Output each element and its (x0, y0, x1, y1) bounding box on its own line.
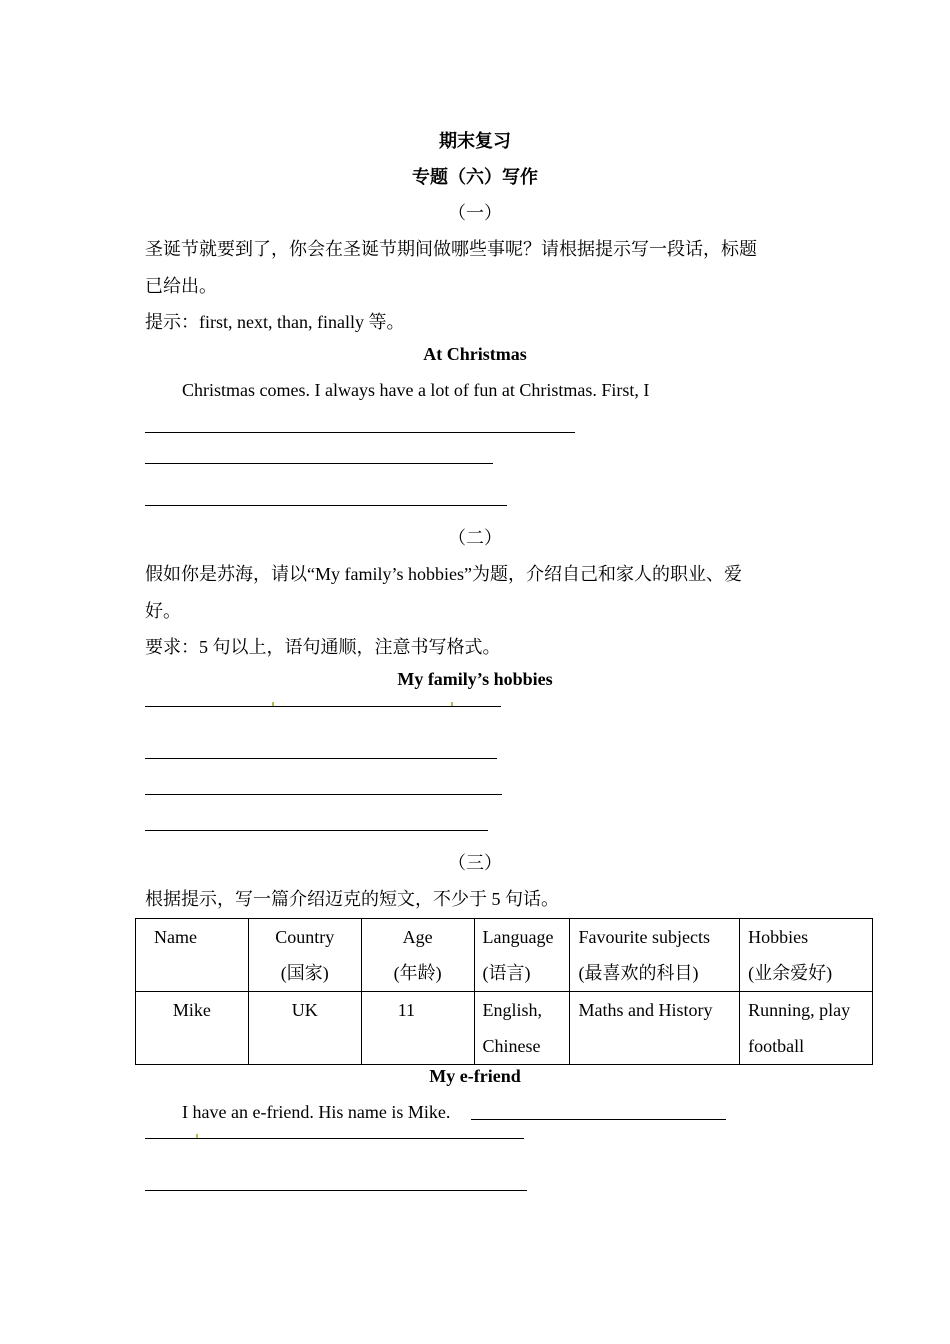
section-1-instruction-line2: 已给出。 (145, 276, 217, 296)
section-1-essay-start: Christmas comes. I always have a lot of fun at Christmas. First, I (182, 380, 650, 400)
section-2-number: （二） (448, 528, 502, 548)
section-3-essay-start: I have an e-friend. His name is Mike. (182, 1102, 451, 1122)
section-2-essay-title: My family’s hobbies (397, 669, 553, 689)
table-header-cell: Favourite subjects (最喜欢的科目) (570, 919, 740, 992)
table-header-cell: Hobbies (业余爱好) (740, 919, 873, 992)
writing-line[interactable] (145, 1138, 524, 1139)
section-1-number: （一） (448, 203, 502, 223)
writing-line[interactable] (145, 706, 501, 707)
table-cell: UK (248, 992, 361, 1065)
writing-line[interactable] (145, 505, 507, 506)
writing-line[interactable] (145, 794, 502, 795)
table-row (136, 992, 873, 1065)
table-cell: Running, play football (740, 992, 873, 1065)
table-cell: Maths and History (570, 992, 740, 1065)
writing-line[interactable] (471, 1119, 726, 1120)
table-header-cell: Age (年龄) (361, 919, 474, 992)
table-header-cell: Language (语言) (474, 919, 570, 992)
section-1-hint: 提示：first, next, than, finally 等。 (145, 312, 405, 332)
section-2-instruction-line2: 好。 (145, 601, 181, 621)
table-cell: 11 (361, 992, 474, 1065)
info-table (135, 918, 873, 1065)
section-2-requirement: 要求：5 句以上，语句通顺，注意书写格式。 (145, 637, 501, 657)
section-1-instruction-line1: 圣诞节就要到了，你会在圣诞节期间做哪些事呢？请根据提示写一段话，标题 (145, 239, 757, 259)
writing-line[interactable] (145, 463, 493, 464)
page-subtitle: 专题（六）写作 (412, 167, 538, 187)
page-title: 期末复习 (439, 131, 511, 151)
stray-mark (196, 1134, 198, 1138)
table-cell: Mike (136, 992, 249, 1065)
writing-line[interactable] (145, 758, 497, 759)
section-2-instruction-line1: 假如你是苏海，请以“My family’s hobbies”为题，介绍自己和家人的职业、爱 (145, 564, 742, 584)
table-cell: English, Chinese (474, 992, 570, 1065)
section-3-essay-title: My e-friend (429, 1066, 521, 1086)
stray-mark (451, 702, 453, 706)
writing-line[interactable] (145, 830, 488, 831)
table-header-cell: Name (136, 919, 249, 992)
stray-mark (272, 702, 274, 706)
section-3-instruction: 根据提示，写一篇介绍迈克的短文，不少于 5 句话。 (145, 889, 559, 909)
section-1-essay-title: At Christmas (423, 344, 527, 364)
writing-line[interactable] (145, 432, 575, 433)
table-header-row (136, 919, 873, 992)
writing-line[interactable] (145, 1190, 527, 1191)
table-header-cell: Country (国家) (248, 919, 361, 992)
section-3-number: （三） (448, 853, 502, 873)
